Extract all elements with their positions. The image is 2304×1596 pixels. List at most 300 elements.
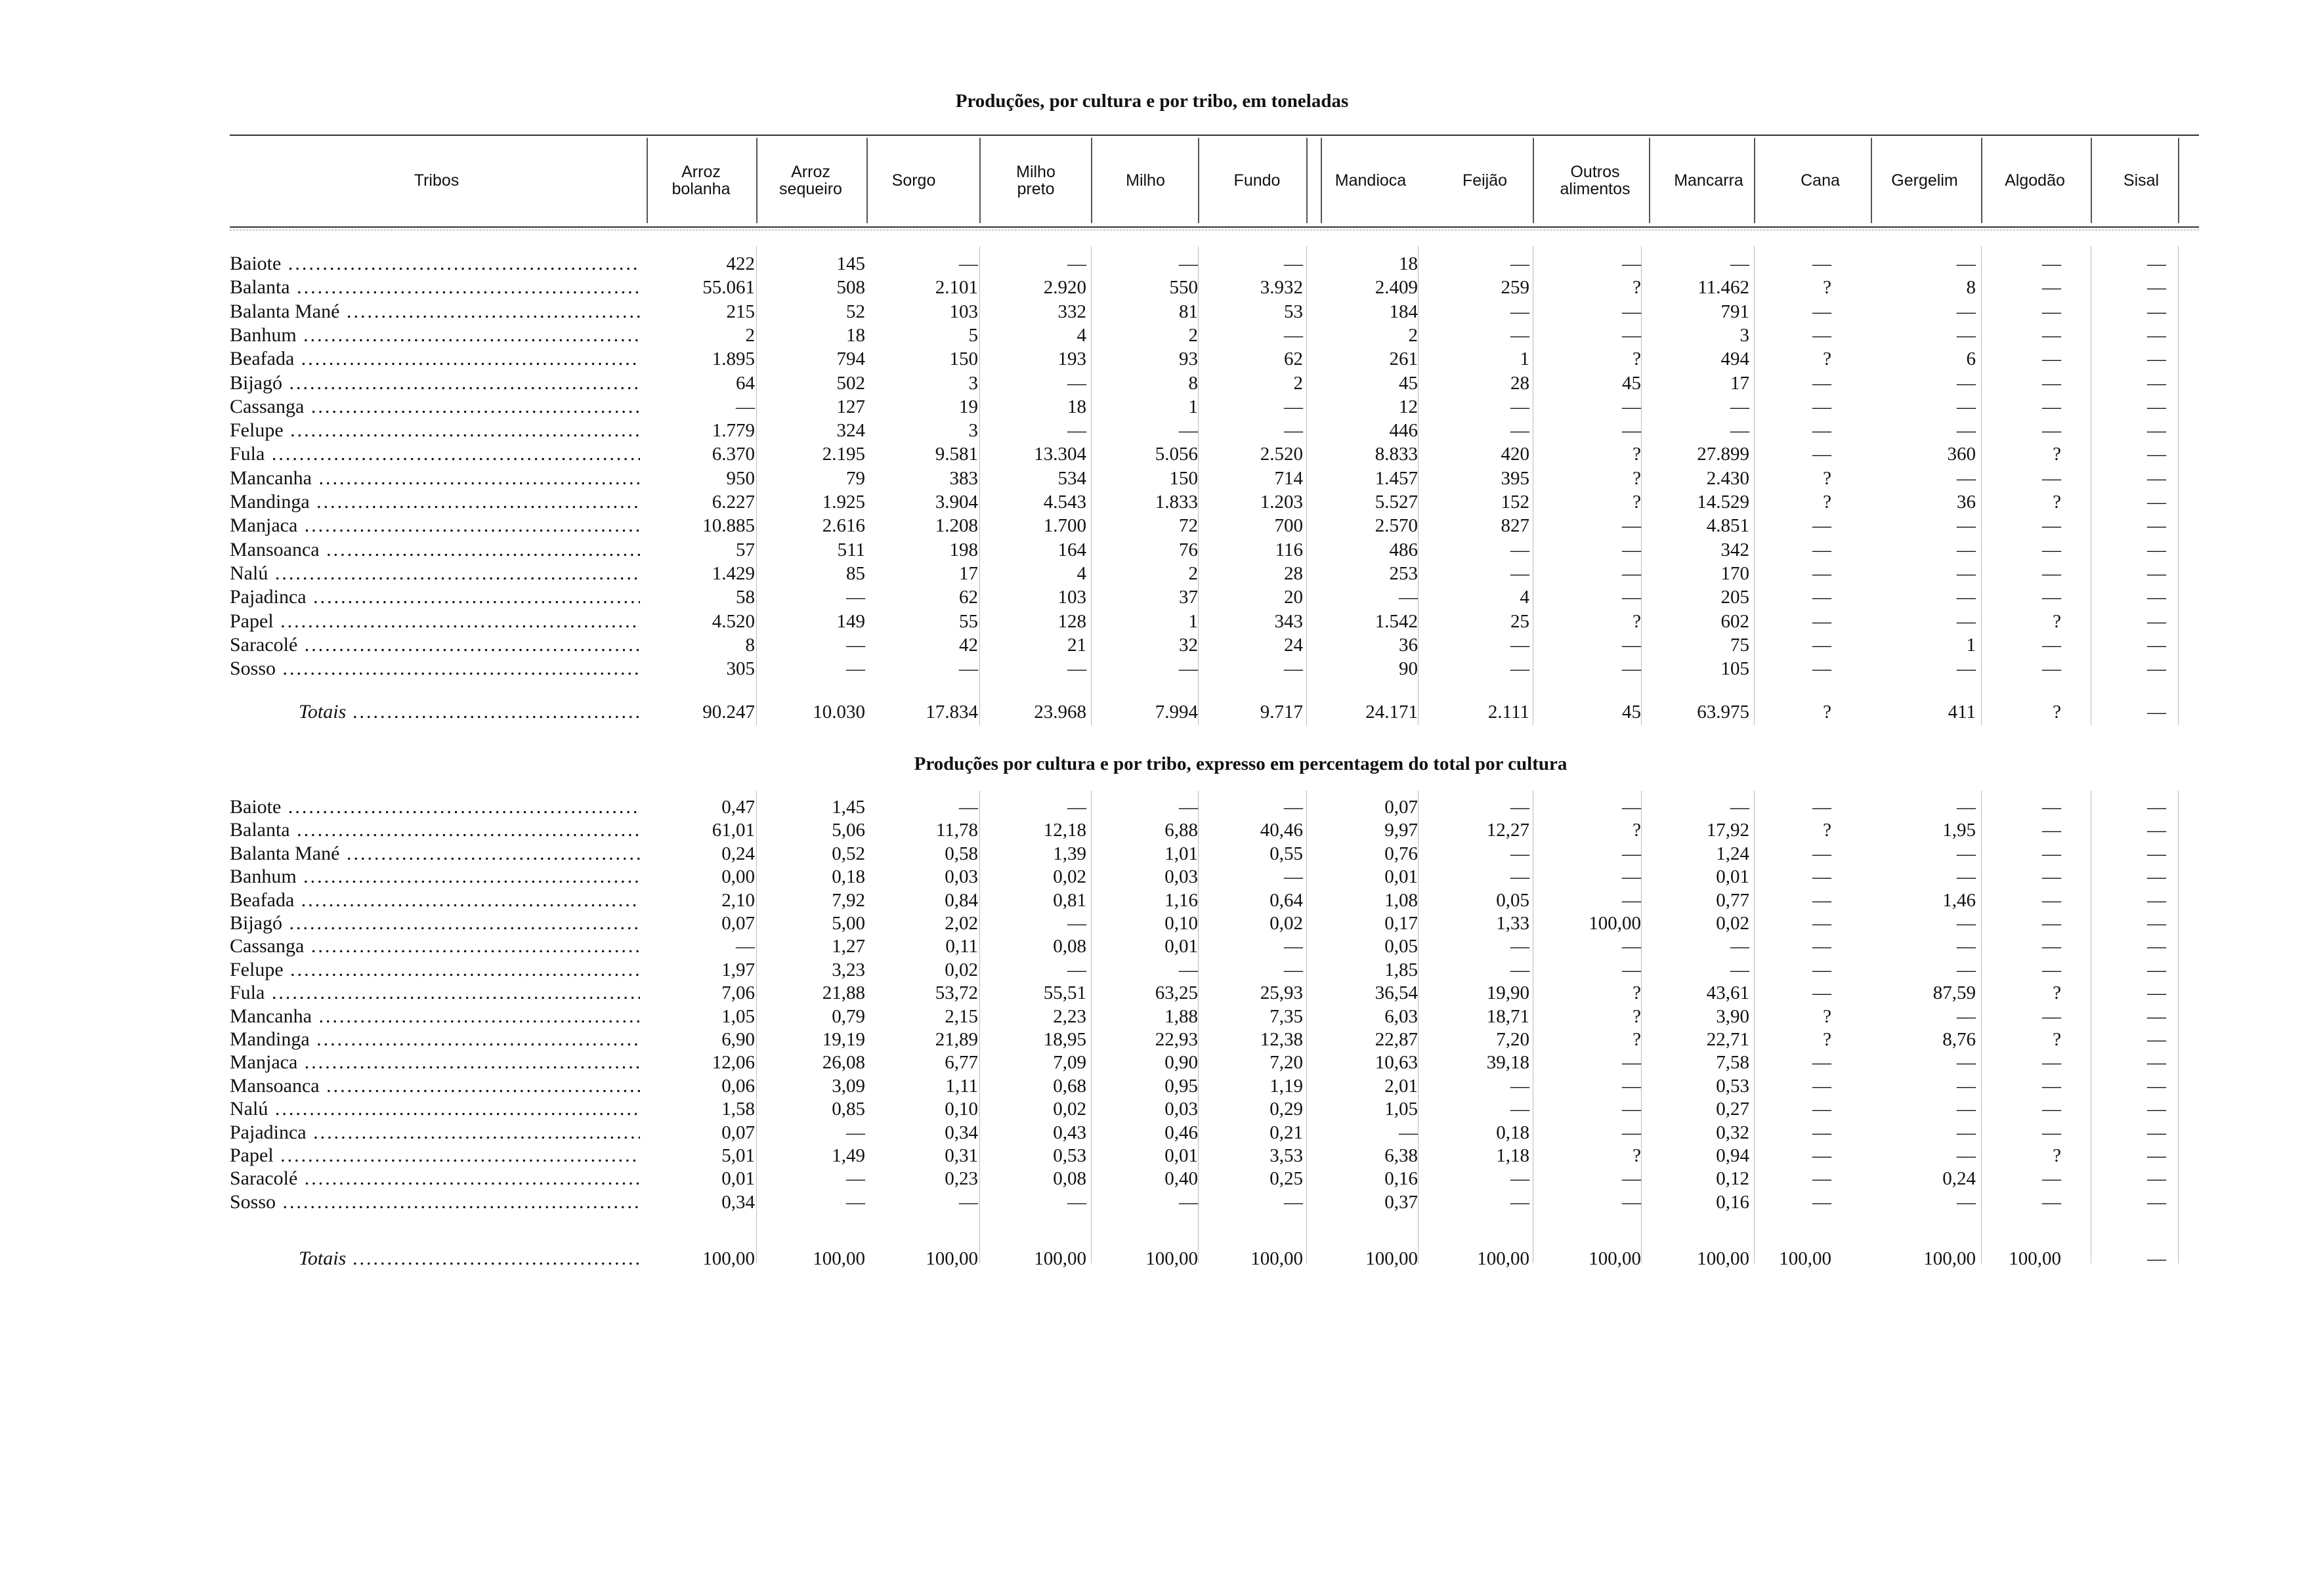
column-header: Milho (1126, 171, 1165, 190)
table-cell: — (1179, 1191, 1198, 1213)
table-cell: — (2147, 562, 2166, 584)
table-cell: ? (1823, 820, 1831, 841)
table-cell: 6,90 (721, 1029, 755, 1050)
table-cell: — (1622, 1099, 1641, 1120)
table-cell: 324 (836, 420, 865, 442)
table-cell: — (736, 396, 755, 417)
table-cell: — (1067, 658, 1086, 680)
table-cell: 4 (1520, 587, 1529, 608)
table-cell: — (2042, 348, 2061, 370)
tribe-name: Mansoanca ..... (230, 538, 640, 562)
table-cell: 0,01 (1164, 1145, 1198, 1166)
column-rule (2178, 791, 2179, 1263)
table-cell: 0,01 (1164, 936, 1198, 957)
column-rule (2178, 246, 2179, 725)
table-cell: 62 (959, 587, 978, 608)
table-cell: — (1957, 420, 1976, 442)
table-cell: — (2042, 866, 2061, 888)
table-cell: — (1812, 253, 1831, 274)
total-cell: 10.030 (813, 702, 865, 723)
table-cell: 9,97 (1384, 820, 1418, 841)
table-cell: 4.520 (712, 610, 755, 632)
total-cell: 100,00 (1145, 1248, 1198, 1269)
table-cell: 2 (745, 324, 755, 346)
table-cell: 103 (1057, 587, 1086, 608)
table-cell: 0,23 (945, 1168, 978, 1190)
table-cell: 149 (836, 610, 865, 632)
table-cell: 7,09 (1053, 1052, 1086, 1074)
table-cell: — (1284, 420, 1303, 442)
table-cell: — (1812, 634, 1831, 656)
column-rule (1306, 791, 1307, 1263)
table-cell: 7,58 (1716, 1052, 1749, 1074)
table-cell: — (1957, 324, 1976, 346)
table-cell: 36 (1957, 492, 1976, 513)
tribe-name: Baiote ..... (230, 252, 640, 276)
column-rule (979, 138, 981, 223)
table-cell: 21 (1067, 634, 1086, 656)
table-cell: — (1812, 889, 1831, 911)
column-rule (1306, 246, 1307, 725)
table-cell: 198 (949, 539, 978, 560)
table-cell: 4 (1077, 562, 1086, 584)
table-cell: — (2147, 515, 2166, 537)
table-cell: — (1622, 420, 1641, 442)
table-cell: 2.616 (822, 515, 865, 537)
table-cell: — (2042, 959, 2061, 980)
table-cell: 64 (736, 372, 755, 394)
table-cell: 0,03 (945, 866, 978, 888)
column-header: Milho preto (1016, 162, 1056, 198)
table-cell: 40,46 (1260, 820, 1303, 841)
table-cell: 53,72 (935, 982, 978, 1004)
column-header: Outros alimentos (1560, 162, 1631, 198)
table-cell: 0,16 (1384, 1168, 1418, 1190)
table-cell: 794 (836, 348, 865, 370)
column-rule (1981, 246, 1982, 725)
table-cell: 550 (1169, 277, 1198, 299)
table-cell: — (1284, 253, 1303, 274)
table-cell: — (1622, 562, 1641, 584)
table-cell: — (1812, 301, 1831, 322)
table-cell: — (2042, 1075, 2061, 1097)
table-cell: — (1510, 1168, 1529, 1190)
total-cell: 100,00 (702, 1248, 755, 1269)
table-cell: — (2147, 539, 2166, 560)
table-cell: 1.208 (935, 515, 978, 537)
table-cell: 446 (1389, 420, 1418, 442)
table-cell: — (2147, 634, 2166, 656)
total-cell: — (2147, 1248, 2166, 1269)
table-cell: 28 (1284, 562, 1303, 584)
tribe-name: Felupe ..... (230, 419, 640, 442)
table-cell: — (2042, 1191, 2061, 1213)
table-cell: 6.227 (712, 492, 755, 513)
total-cell: 90.247 (702, 702, 755, 723)
table-cell: — (1812, 396, 1831, 417)
tribe-name: Mancanha ..... (230, 467, 640, 490)
table-cell: 18 (1067, 396, 1086, 417)
table-cell: — (1812, 913, 1831, 934)
table-cell: 0,76 (1384, 843, 1418, 864)
table-cell: 6 (1966, 348, 1976, 370)
table-cell: 55 (959, 610, 978, 632)
table-cell: — (2042, 324, 2061, 346)
table-cell: 62 (1284, 348, 1303, 370)
column-header: Feijão (1462, 171, 1508, 190)
table-cell: 0,05 (1496, 889, 1529, 911)
table-cell: 2.430 (1706, 467, 1749, 489)
table-cell: 2,01 (1384, 1075, 1418, 1097)
table-cell: 486 (1389, 539, 1418, 560)
table-cell: 127 (836, 396, 865, 417)
table-cell: ? (2053, 1029, 2061, 1050)
table-cell: 10,63 (1375, 1052, 1418, 1074)
table-cell: 170 (1720, 562, 1749, 584)
table-cell: 0,84 (945, 889, 978, 911)
table-cell: 1,33 (1496, 913, 1529, 934)
table-cell: 87,59 (1932, 982, 1976, 1004)
table-cell: 0,29 (1269, 1099, 1303, 1120)
table-cell: — (2042, 1005, 2061, 1027)
table-cell: 1 (1188, 610, 1198, 632)
table-cell: — (1179, 253, 1198, 274)
table-cell: 534 (1057, 467, 1086, 489)
table-cell: — (1812, 1168, 1831, 1190)
table1-title: Produções, por cultura e por tribo, em toneladas (955, 91, 1349, 112)
table-cell: — (2147, 253, 2166, 274)
header-rule (230, 226, 2199, 228)
table-cell: 1,39 (1053, 843, 1086, 864)
table-cell: 12,18 (1043, 820, 1086, 841)
table-cell: — (1067, 420, 1086, 442)
table-cell: 26,08 (822, 1052, 865, 1074)
column-rule (1754, 791, 1755, 1263)
table-cell: ? (1823, 492, 1831, 513)
table-cell: ? (1632, 610, 1641, 632)
table-cell: 3.904 (935, 492, 978, 513)
table-cell: 72 (1179, 515, 1198, 537)
table-cell: 2,02 (945, 913, 978, 934)
table-cell: ? (1632, 820, 1641, 841)
table-cell: — (1284, 936, 1303, 957)
table-cell: — (2042, 820, 2061, 841)
column-rule (647, 138, 648, 223)
table-cell: 1.779 (712, 420, 755, 442)
tribe-name: Balanta Mané ..... (230, 300, 640, 324)
table-cell: 8.833 (1375, 444, 1418, 465)
table-cell: — (1510, 936, 1529, 957)
table-cell: ? (1632, 1005, 1641, 1027)
table-cell: ? (1632, 467, 1641, 489)
column-rule (1091, 246, 1092, 725)
table-cell: 2.195 (822, 444, 865, 465)
table-cell: — (2147, 324, 2166, 346)
column-rule (1091, 138, 1092, 223)
table-cell: 0,00 (721, 866, 755, 888)
table-cell: ? (1823, 467, 1831, 489)
table-cell: 0,37 (1384, 1191, 1418, 1213)
table-cell: 1,16 (1164, 889, 1198, 911)
table-cell: — (1284, 959, 1303, 980)
total-cell: ? (1823, 702, 1831, 723)
table-cell: 0,55 (1269, 843, 1303, 864)
table-cell: 45 (1622, 372, 1641, 394)
table-cell: 8 (1966, 277, 1976, 299)
table-cell: 0,53 (1053, 1145, 1086, 1166)
table-cell: 0,32 (1716, 1122, 1749, 1143)
table-cell: — (1957, 1191, 1976, 1213)
table-cell: — (846, 1122, 865, 1143)
column-header: Gergelim (1891, 171, 1958, 190)
table-cell: — (846, 658, 865, 680)
column-header: Sorgo (891, 171, 936, 190)
table-cell: 18,71 (1486, 1005, 1529, 1027)
total-cell: 100,00 (1779, 1248, 1831, 1269)
table-cell: — (1622, 324, 1641, 346)
table-cell: 0,02 (945, 959, 978, 980)
column-header: Tribos (414, 171, 459, 190)
table-cell: 420 (1501, 444, 1529, 465)
table-cell: 215 (726, 301, 755, 322)
table-cell: — (1812, 420, 1831, 442)
table-cell: 6,77 (945, 1052, 978, 1074)
tribe-name: Nalú ..... (230, 1097, 640, 1121)
table-cell: — (2147, 1122, 2166, 1143)
table-cell: — (2042, 396, 2061, 417)
table-cell: — (2042, 1122, 2061, 1143)
table-cell: 253 (1389, 562, 1418, 584)
table-cell: 36,54 (1375, 982, 1418, 1004)
table-cell: — (2147, 982, 2166, 1004)
table-cell: — (1622, 1075, 1641, 1097)
table-cell: — (1957, 658, 1976, 680)
tribe-name: Fula ..... (230, 981, 640, 1005)
total-cell: 2.111 (1487, 702, 1529, 723)
table-cell: 0,07 (1384, 797, 1418, 818)
tribe-name: Cassanga ..... (230, 395, 640, 419)
tribe-name: Banhum ..... (230, 324, 640, 347)
table-cell: ? (1632, 1145, 1641, 1166)
table-cell: 0,02 (1716, 913, 1749, 934)
table-cell: 511 (837, 539, 865, 560)
table-cell: 950 (726, 467, 755, 489)
table-cell: 1.925 (822, 492, 865, 513)
table-cell: — (1957, 913, 1976, 934)
table-cell: 0,18 (832, 866, 865, 888)
table-cell: 8,76 (1942, 1029, 1976, 1050)
table-cell: — (1812, 562, 1831, 584)
table-cell: — (2147, 959, 2166, 980)
table-cell: — (2147, 301, 2166, 322)
table-cell: — (2147, 889, 2166, 911)
table-cell: — (2042, 843, 2061, 864)
table-cell: 18 (846, 324, 865, 346)
table-cell: 0,85 (832, 1099, 865, 1120)
table-cell: 150 (949, 348, 978, 370)
table-cell: — (1284, 866, 1303, 888)
total-cell: 100,00 (926, 1248, 978, 1269)
table-cell: — (1957, 610, 1976, 632)
table-cell: — (1957, 539, 1976, 560)
table-cell: — (1622, 1168, 1641, 1190)
table-cell: 0,03 (1164, 1099, 1198, 1120)
table-cell: 9.581 (935, 444, 978, 465)
table-cell: — (1812, 444, 1831, 465)
table-cell: 1,05 (1384, 1099, 1418, 1120)
table-cell: 12,38 (1260, 1029, 1303, 1050)
table-cell: — (2042, 634, 2061, 656)
table-cell: — (1622, 1122, 1641, 1143)
table-cell: 2,15 (945, 1005, 978, 1027)
table-cell: — (2147, 797, 2166, 818)
total-cell: 24.171 (1365, 702, 1418, 723)
table-cell: — (1957, 1099, 1976, 1120)
tribe-name: Balanta ..... (230, 818, 640, 842)
column-rule (756, 246, 757, 725)
table-cell: 11.462 (1697, 277, 1749, 299)
table-cell: — (1510, 1075, 1529, 1097)
table-cell: — (2147, 467, 2166, 489)
table-cell: 0,64 (1269, 889, 1303, 911)
table-cell: 20 (1284, 587, 1303, 608)
column-rule (756, 791, 757, 1263)
table-cell: — (2042, 539, 2061, 560)
table-cell: ? (1632, 277, 1641, 299)
table-cell: — (2042, 253, 2061, 274)
table-cell: 0,94 (1716, 1145, 1749, 1166)
table-cell: 103 (949, 301, 978, 322)
table-cell: 0,02 (1053, 866, 1086, 888)
table-cell: 11,78 (935, 820, 978, 841)
table-cell: ? (2053, 1145, 2061, 1166)
table-cell: — (1510, 658, 1529, 680)
column-rule (1198, 791, 1199, 1263)
total-cell: 23.968 (1034, 702, 1086, 723)
table-cell: 1.542 (1375, 610, 1418, 632)
tribe-name: Balanta ..... (230, 276, 640, 299)
column-rule (1306, 138, 1308, 223)
table-cell: — (2042, 889, 2061, 911)
table-cell: 0,05 (1384, 936, 1418, 957)
table-cell: — (1812, 515, 1831, 537)
table-cell: 259 (1501, 277, 1529, 299)
table-cell: 4.851 (1706, 515, 1749, 537)
table-cell: 55,51 (1043, 982, 1086, 1004)
tribe-name: Papel ..... (230, 610, 640, 633)
table-cell: 17 (1730, 372, 1749, 394)
table-cell: 12,06 (712, 1052, 755, 1074)
table-cell: — (1957, 467, 1976, 489)
table-cell: 3,90 (1716, 1005, 1749, 1027)
tribe-name: Manjaca ..... (230, 1051, 640, 1074)
table-cell: 25 (1510, 610, 1529, 632)
table-cell: — (2042, 515, 2061, 537)
table-cell: — (1957, 1145, 1976, 1166)
table-cell: 1,18 (1496, 1145, 1529, 1166)
table-cell: 0,34 (721, 1191, 755, 1213)
table-cell: 1 (1520, 348, 1529, 370)
total-cell: 100,00 (1250, 1248, 1303, 1269)
tribe-name: Mancanha ..... (230, 1005, 640, 1028)
table-cell: — (1284, 797, 1303, 818)
table-cell: — (2147, 587, 2166, 608)
table-cell: — (846, 1191, 865, 1213)
column-header: Mancarra (1674, 171, 1743, 190)
table-cell: — (959, 253, 978, 274)
table-cell: 8 (745, 634, 755, 656)
table-cell: — (1812, 658, 1831, 680)
table-cell: 1 (1188, 396, 1198, 417)
table-cell: 827 (1501, 515, 1529, 537)
table-cell: 1.833 (1155, 492, 1198, 513)
table-cell: 1.895 (712, 348, 755, 370)
total-cell: 100,00 (1034, 1248, 1086, 1269)
tribe-name: Fula ..... (230, 442, 640, 466)
table-cell: — (2147, 420, 2166, 442)
table-cell: — (2147, 843, 2166, 864)
table-cell: — (1957, 515, 1976, 537)
total-cell: 411 (1948, 702, 1976, 723)
table-cell: — (1510, 324, 1529, 346)
table-cell: — (2147, 866, 2166, 888)
table-cell: 0,79 (832, 1005, 865, 1027)
table-cell: 28 (1510, 372, 1529, 394)
tribe-name: Mansoanca ..... (230, 1074, 640, 1098)
tribe-name: Mandinga ..... (230, 1028, 640, 1051)
table-cell: 3,23 (832, 959, 865, 980)
table-cell: — (2042, 467, 2061, 489)
tribe-name: Mandinga ..... (230, 490, 640, 514)
table-cell: 6,03 (1384, 1005, 1418, 1027)
table-cell: 1,95 (1942, 820, 1976, 841)
table-cell: 0,03 (1164, 866, 1198, 888)
table-cell: — (2147, 820, 2166, 841)
table-cell: 1,11 (945, 1075, 978, 1097)
table-cell: 1,46 (1942, 889, 1976, 911)
total-cell: 100,00 (1365, 1248, 1418, 1269)
table-cell: — (1957, 797, 1976, 818)
table-cell: — (1622, 1191, 1641, 1213)
table-cell: — (2147, 1168, 2166, 1190)
table-cell: 0,08 (1053, 936, 1086, 957)
table-cell: — (2147, 913, 2166, 934)
column-rule (979, 791, 980, 1263)
table-cell: — (1812, 1075, 1831, 1097)
table-cell: 205 (1720, 587, 1749, 608)
table-cell: 342 (1720, 539, 1749, 560)
table-cell: ? (1823, 1005, 1831, 1027)
table-cell: 90 (1399, 658, 1418, 680)
table-cell: 7,06 (721, 982, 755, 1004)
table-cell: — (1067, 372, 1086, 394)
column-rule (1649, 138, 1650, 223)
tribe-name: Nalú ..... (230, 562, 640, 585)
table-cell: ? (2053, 982, 2061, 1004)
table-cell: 7,35 (1269, 1005, 1303, 1027)
table-cell: — (1957, 866, 1976, 888)
tribe-name: Beafada ..... (230, 889, 640, 912)
column-rule (1198, 138, 1199, 223)
table-cell: 81 (1179, 301, 1198, 322)
table-cell: — (2042, 658, 2061, 680)
table-cell: 105 (1720, 658, 1749, 680)
table-cell: — (1510, 797, 1529, 818)
table-cell: 2.570 (1375, 515, 1418, 537)
table-cell: 0,40 (1164, 1168, 1198, 1190)
table-cell: 0,21 (1269, 1122, 1303, 1143)
table-cell: — (1957, 396, 1976, 417)
